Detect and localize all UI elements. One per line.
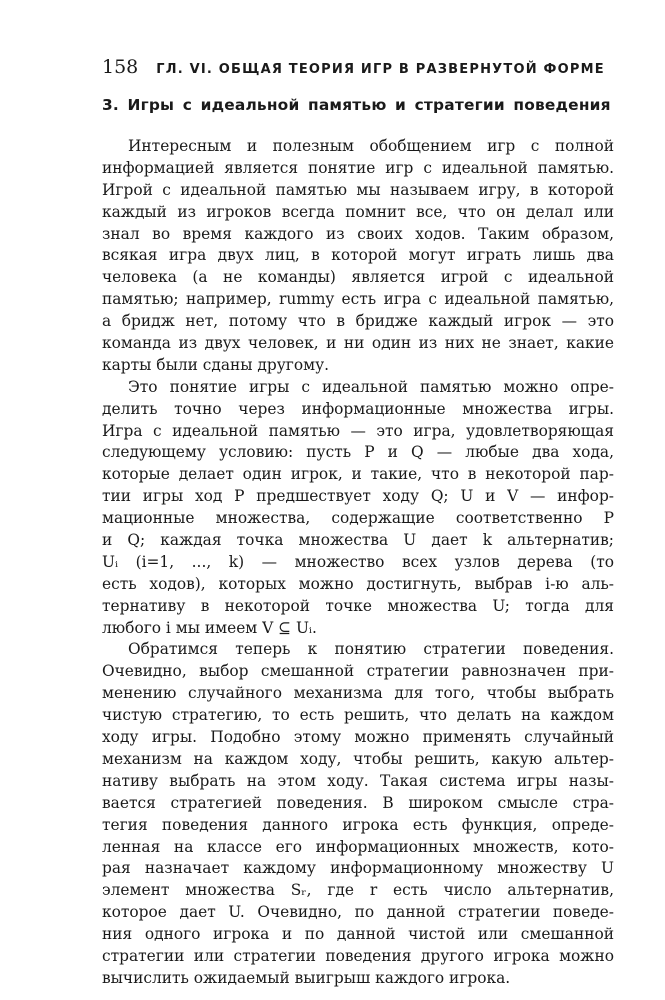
text-line: памятью; например, rummy есть игра с идеальной памятью, [102,290,614,309]
text-line: стратегии или стратегии поведения другого игрока можно [102,946,614,965]
text-line: Uᵢ (i=1, ..., k) — множество всех узлов дерева (то [102,552,614,571]
paragraph-1 [102,136,614,377]
text-line: чистую стратегию, то есть решить, что делать на каждом [102,706,614,725]
text-line: тии игры ход P предшествует ходу Q; U и V — инфор- [102,487,614,506]
text-line: ния одного игрока и по данной чистой или смешанной [102,925,614,944]
text-line: каждый из игроков всегда помнит все, что он делал или [102,202,614,221]
text-line: человека (а не команды) является игрой с идеальной [102,268,614,287]
book-page [102,56,614,990]
paragraph-2 [102,377,614,640]
text-line: Обратимся теперь к понятию стратегии поведения. [128,640,614,659]
text-line: Игра с идеальной памятью — это игра, удовлетворяющая [102,421,614,440]
running-title: ГЛ. VI. ОБЩАЯ ТЕОРИЯ ИГР В РАЗВЕРНУТОЙ ФОРМЕ [156,62,605,77]
text-line: есть ходов), которых можно достигнуть, выбрав i-ю аль- [102,574,614,593]
text-line: всякая игра двух лиц, в которой могут играть лишь два [102,246,614,265]
text-line: а бридж нет, потому что в бридже каждый игрок — это [102,312,614,331]
text-line: информацией является понятие игр с идеальной памятью. [102,158,614,177]
text-line: менению случайного механизма для того, чтобы выбрать [102,684,614,703]
text-line: элемент множества Sᵣ, где r есть число альтернатив, [102,881,614,900]
text-line: знал во время каждого из своих ходов. Таким образом, [102,224,614,243]
text-line: карты были сданы другому. [102,355,330,374]
text-line: Это понятие игры с идеальной памятью можно опре- [128,377,614,396]
paragraph-3 [102,639,614,989]
running-head [102,56,614,80]
text-line: вается стратегией поведения. В широком смысле стра- [102,793,614,812]
text-line: ленная на классе его информационных множеств, кото- [102,837,614,856]
text-line: команда из двух человек, и ни один из них не знает, какие [102,334,614,353]
text-line: тернативу в некоторой точке множества U; тогда для [102,596,614,615]
text-line: и Q; каждая точка множества U дает k альтернатив; [102,531,614,550]
text-line: Интересным и полезным обобщением игр с полной [128,137,614,155]
text-line: тегия поведения данного игрока есть функция, опреде- [102,815,614,834]
body-text [102,136,614,990]
page-number: 158 [102,56,139,78]
text-line: мационные множества, содержащие соответственно P [102,509,614,528]
text-line: механизм на каждом ходу, чтобы решить, какую альтер- [102,749,614,768]
text-line: любого i мы имеем V ⊆ Uᵢ. [102,618,317,637]
text-line: следующему условию: пусть P и Q — любые два хода, [102,443,614,462]
text-line: рая назначает каждому информационному множеству U [102,859,614,878]
text-line: Игрой с идеальной памятью мы называем игру, в которой [102,180,614,199]
text-line: которые делает один игрок, и такие, что в некоторой пар- [102,465,614,484]
text-line: которое дает U. Очевидно, по данной стратегии поведе- [102,903,614,922]
text-line: Очевидно, выбор смешанной стратегии равнозначен при- [102,662,614,681]
text-line: вычислить ожидаемый выигрыш каждого игрока. [102,968,511,987]
section-title: 3. Игры с идеальной памятью и стратегии поведения [102,96,611,114]
text-line: нативу выбрать на этом ходу. Такая система игры назы- [102,771,614,790]
text-line: делить точно через информационные множества игры. [102,399,614,418]
text-line: ходу игры. Подобно этому можно применять случайный [102,728,614,747]
